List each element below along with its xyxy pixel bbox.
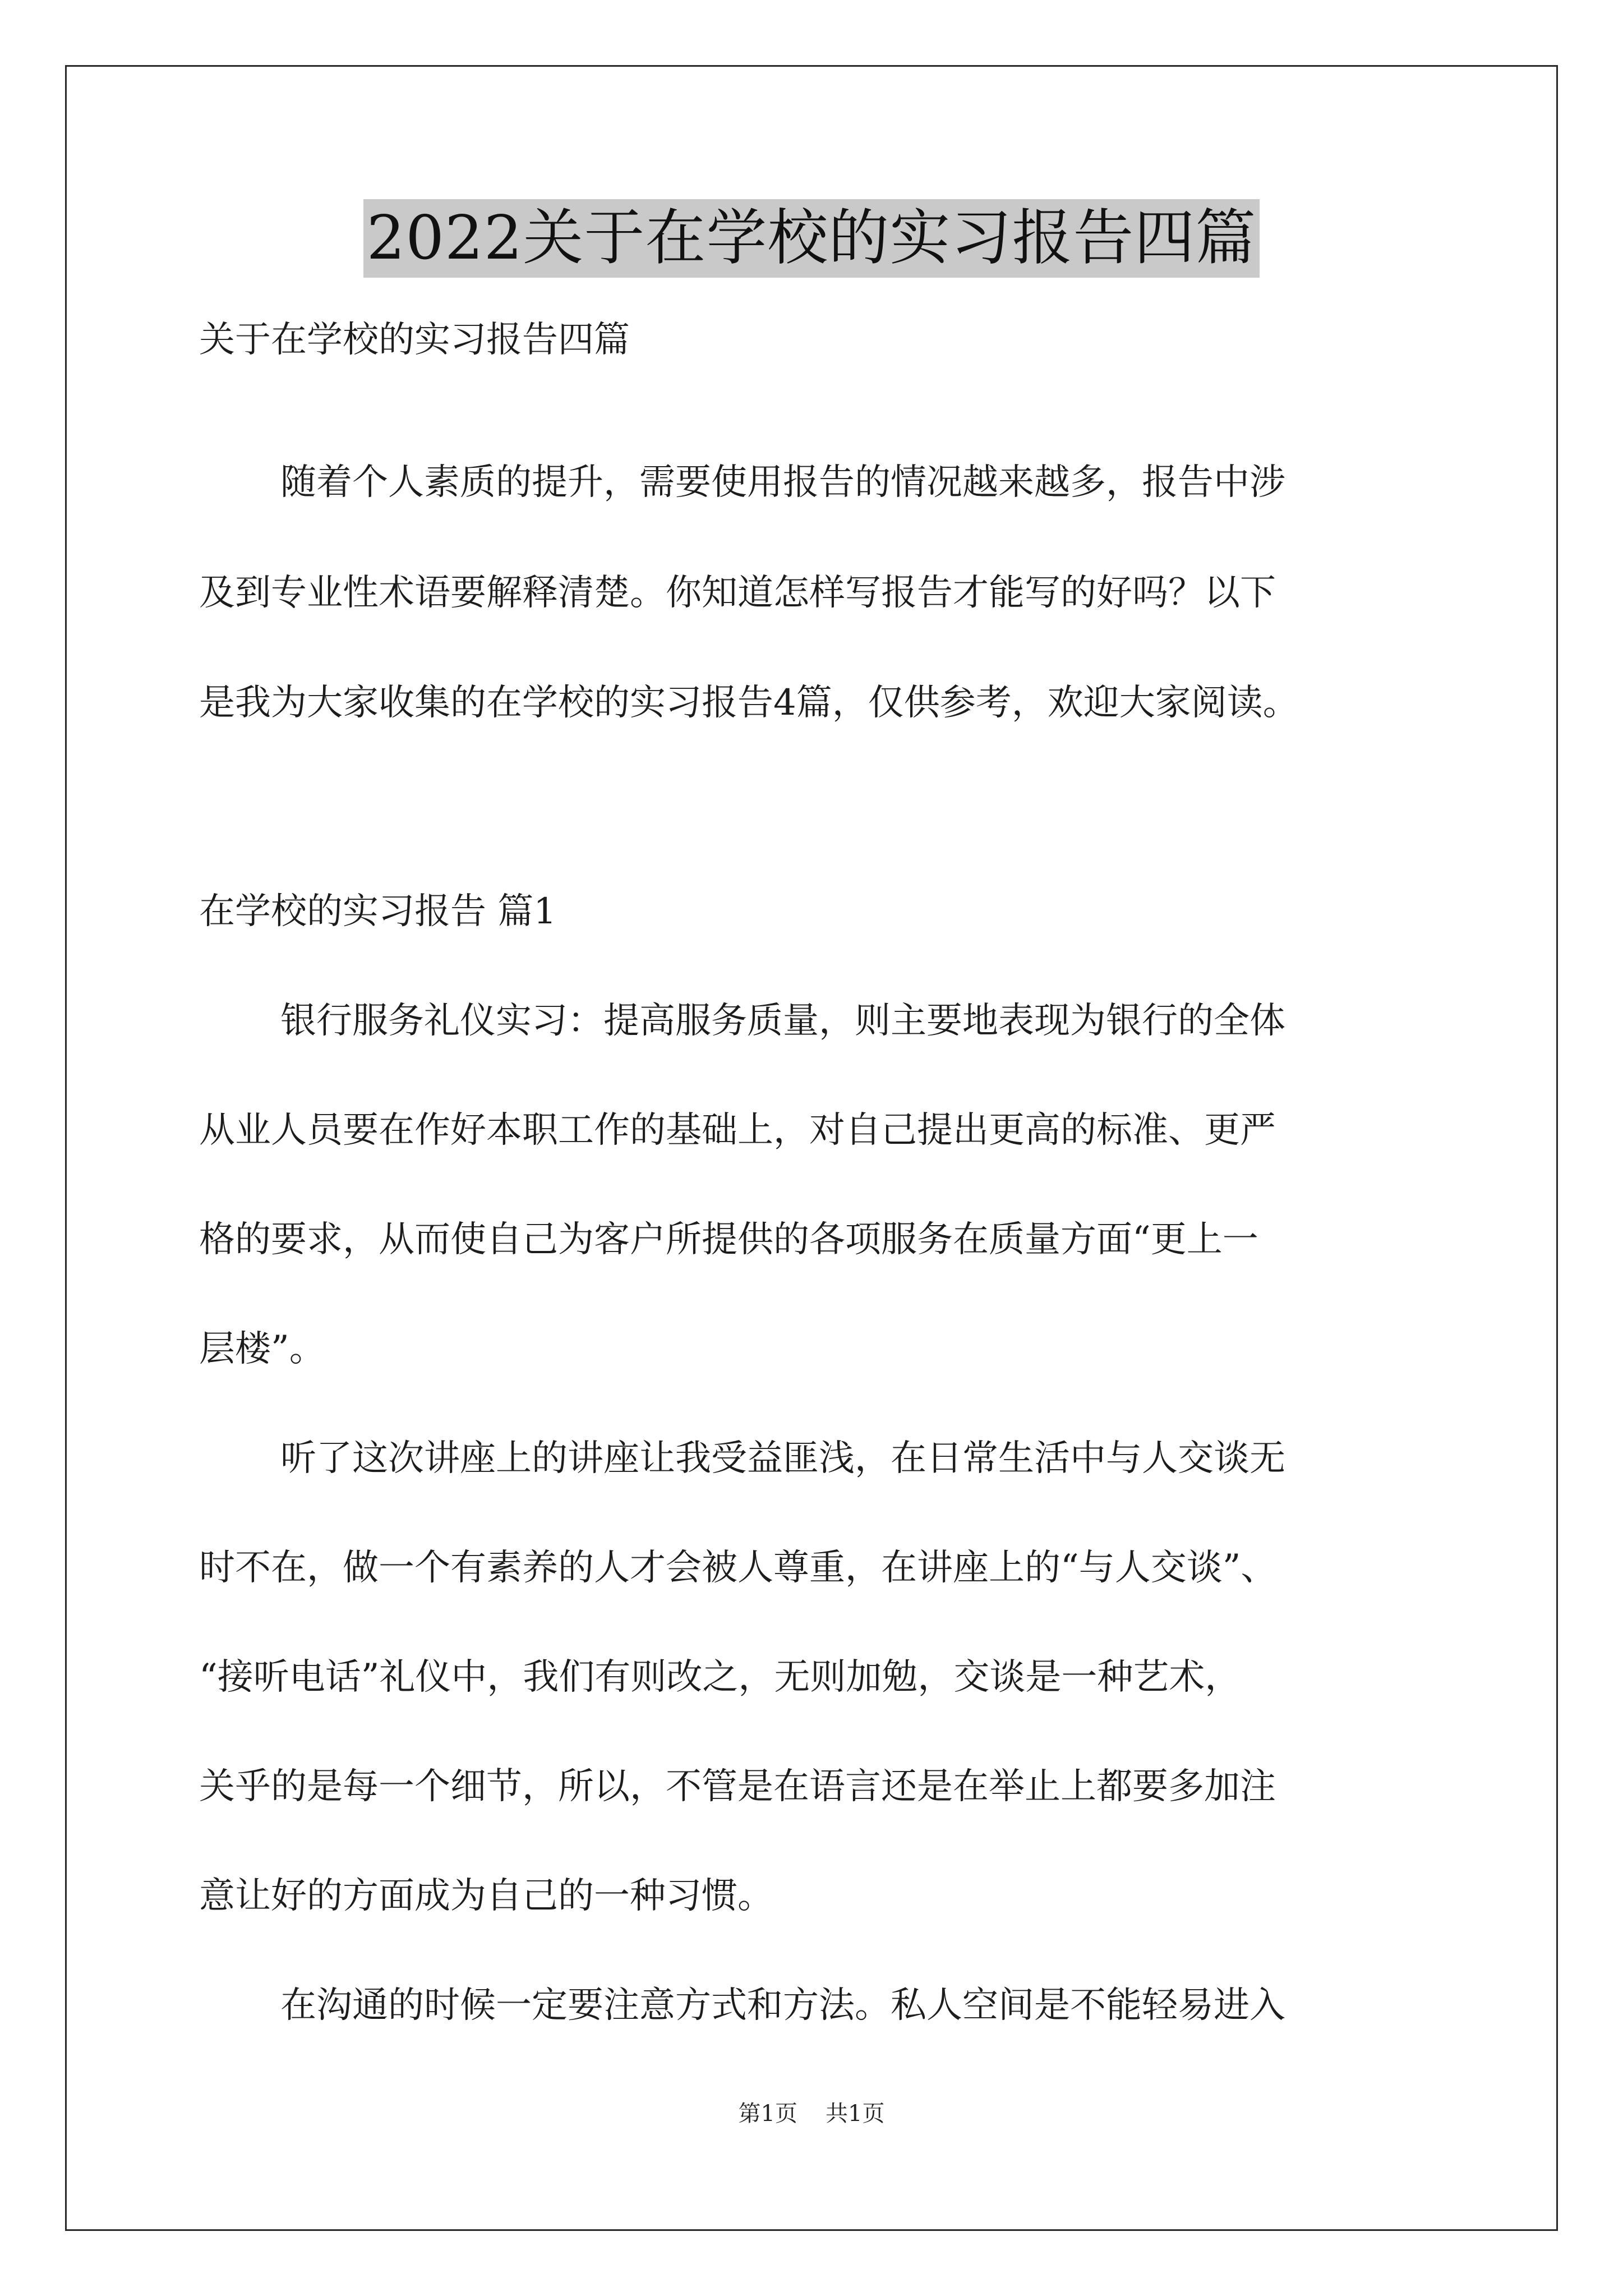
para2-line-3: “接听电话”礼仪中，我们有则改之，无则加勉，交谈是一种艺术，: [199, 1657, 1241, 1698]
para2-line-1: 听了这次讲座上的讲座让我受益匪浅，在日常生活中与人交谈无: [280, 1438, 1285, 1479]
page-total: 共1页: [826, 2101, 885, 2127]
para3-line-1: 在沟通的时候一定要注意方式和方法。私人空间是不能轻易进入: [280, 1985, 1285, 2026]
para2-line-5: 意让好的方面成为自己的一种习惯。: [199, 1875, 773, 1917]
para1-line-1: 银行服务礼仪实习：提高服务质量，则主要地表现为银行的全体: [280, 1000, 1285, 1042]
para1-line-3: 格的要求，从而使自己为客户所提供的各项服务在质量方面“更上一: [199, 1219, 1258, 1260]
document-subtitle: 关于在学校的实习报告四篇: [199, 319, 630, 361]
intro-line-1: 随着个人素质的提升，需要使用报告的情况越来越多，报告中涉: [280, 462, 1285, 503]
title-container: [0, 199, 1623, 278]
para2-line-2: 时不在，做一个有素养的人才会被人尊重，在讲座上的“与人交谈”、: [199, 1547, 1277, 1589]
para1-line-4: 层楼”。: [199, 1328, 325, 1370]
intro-line-2: 及到专业性术语要解释清楚。你知道怎样写报告才能写的好吗？以下: [199, 572, 1276, 614]
section-heading: 在学校的实习报告 篇1: [199, 891, 557, 932]
para1-line-2: 从业人员要在作好本职工作的基础上，对自己提出更高的标准、更严: [199, 1110, 1276, 1151]
page-number: 第1页: [738, 2101, 797, 2127]
page-footer: [0, 2098, 1623, 2129]
document-title: 2022关于在学校的实习报告四篇: [363, 199, 1260, 278]
intro-line-3: 是我为大家收集的在学校的实习报告4篇，仅供参考，欢迎大家阅读。: [199, 682, 1299, 724]
para2-line-4: 关乎的是每一个细节，所以，不管是在语言还是在举止上都要多加注: [199, 1766, 1276, 1807]
